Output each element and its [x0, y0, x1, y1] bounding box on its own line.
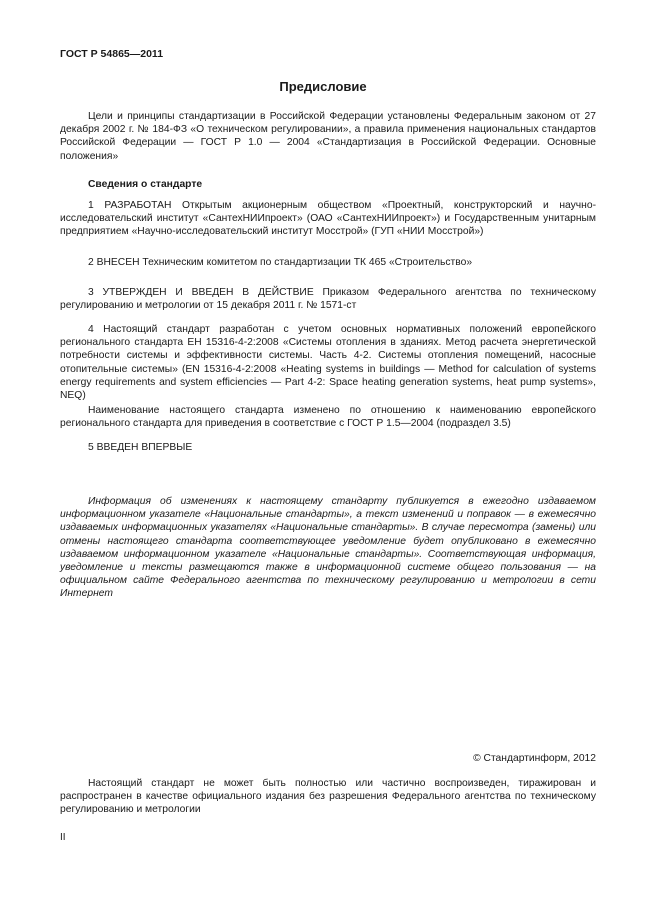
section-heading: Сведения о стандарте [88, 179, 203, 190]
document-code: ГОСТ Р 54865—2011 [60, 48, 164, 60]
item-submitted [60, 256, 596, 269]
item-first-time [60, 441, 596, 454]
item-developed-text: 1 РАЗРАБОТАН Открытым акционерным обществом «Проектный, конструкторский и научно-исследовательский институт «СантехНИИпроект» (ОАО «СантехНИИпроект») и Государственным унитарным предприятием «Научно-исследовательский институт Мосстрой» (ГУП «НИИ Мосстрой») [60, 200, 596, 238]
item-submitted-text: 2 ВНЕСЕН Техническим комитетом по стандартизации ТК 465 «Строительство» [88, 257, 473, 268]
item-approved-text: 3 УТВЕРЖДЕН И ВВЕДЕН В ДЕЙСТВИЕ Приказом Федерального агентства по техническому регулированию и метрологии от 15 декабря 2011 г. № 1571-ст [60, 287, 596, 312]
item-based-on [60, 323, 596, 402]
copyright-line: © Стандартинформ, 2012 [473, 753, 596, 764]
item-based-on-text: 4 Настоящий стандарт разработан с учетом основных нормативных положений европейского регионального стандарта ЕН 15316-4-2:2008 «Системы отопления в зданиях. Метод расчета энергетической потребности системы и эффективности системы. Часть 4-2. Системы отопления помещений, насосные отопительные системы» (EN 15316-4-2:2008 «Heating systems in buildings — Method for calculation of systems energy requirements and system efficiencies — Part 4-2: Space heating generation systems, heat pump systems», NEQ) [60, 324, 596, 402]
intro-text: Цели и принципы стандартизации в Российской Федерации установлены Федеральным законом от 27 декабря 2002 г. № 184-ФЗ «О техническом регулировании», а правила применения национальных стандартов Российской Федерации — ГОСТ Р 1.0 — 2004 «Стандартизация в Российской Федерации. Основные положения» [60, 111, 596, 162]
info-notice [60, 495, 596, 601]
legal-notice-text: Настоящий стандарт не может быть полностью или частично воспроизведен, тиражирован и распространен в качестве официального издания без разрешения Федерального агентства по техническому регулированию и метрологии [60, 778, 596, 816]
item-approved [60, 286, 596, 312]
page-number: II [60, 832, 66, 843]
item-developed [60, 199, 596, 239]
item-name-changed [60, 404, 596, 430]
info-notice-text: Информация об изменениях к настоящему стандарту публикуется в ежегодно издаваемом информационном указателе «Национальные стандарты», а текст изменений и поправок — в ежемесячно издаваемых информационных указателях «Национальные стандарты». В случае пересмотра (замены) или отмены настоящего стандарта соответствующее уведомление будет опубликовано в ежемесячно издаваемом информационном указателе «Национальные стандарты». Соответствующая информация, уведомление и тексты размещаются также в информационной системе общего пользования — на официальном сайте Федерального агентства по техническому регулированию и метрологии в сети Интернет [60, 496, 596, 600]
item-first-time-text: 5 ВВЕДЕН ВПЕРВЫЕ [88, 442, 193, 453]
page-title: Предисловие [279, 79, 367, 94]
legal-notice [60, 777, 596, 817]
item-name-changed-text: Наименование настоящего стандарта изменено по отношению к наименованию европейского регионального стандарта для приведения в соответствие с ГОСТ Р 1.5—2004 (подраздел 3.5) [60, 405, 596, 430]
intro-paragraph [60, 110, 596, 163]
